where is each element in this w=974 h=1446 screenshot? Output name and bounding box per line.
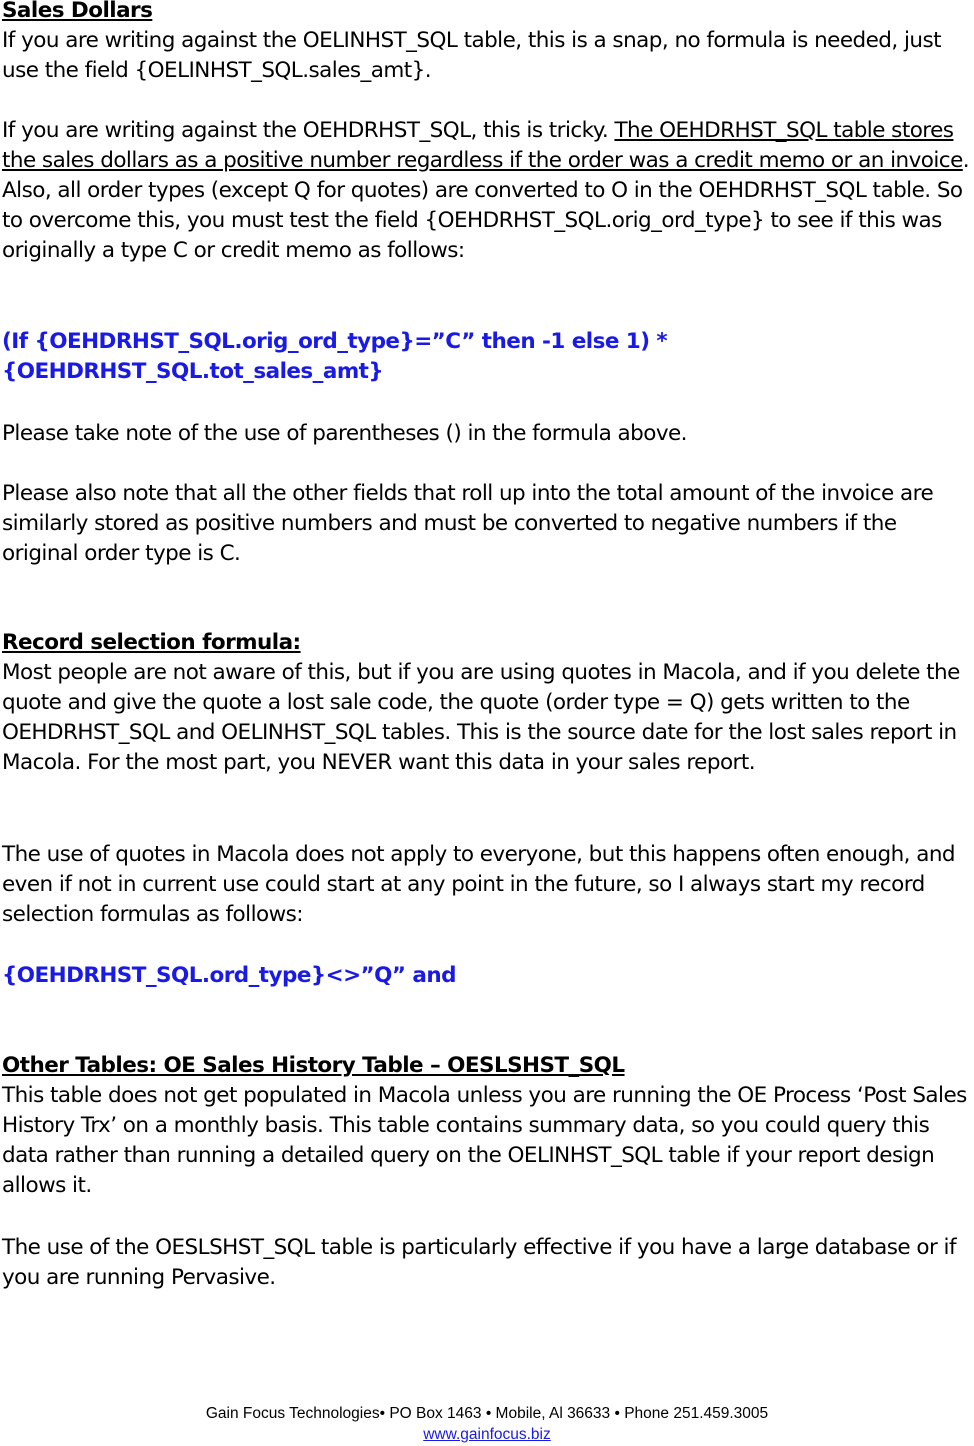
record-paragraph-1: Most people are not aware of this, but if you are using quotes in Macola, and if you delete the quote and give the quote a lost sale code, the quote (order type = Q) gets written to the OEHDRHST_SQL and OELINHST_SQL tables. This is the source date for the lost sales report in Macola. For the most part, you NEVER want this data in your sales report. — [2, 660, 960, 775]
record-paragraph-2: The use of quotes in Macola does not apply to everyone, but this happens often enough, and even if not in current use could start at any point in the future, so I always start my record selection formulas as follows: — [2, 842, 956, 927]
sales-paragraph-2-rest: . Also, all order types (except Q for quotes) are converted to O in the OEHDRHST_SQL table. So to overcome this, you must test the field {OEHDRHST_SQL.orig_ord_type} to see if this was originally a type C or credit memo as follows: — [2, 148, 970, 263]
sales-paragraph-2-underlined: The OEHDRHST_SQL table stores the sales dollars as a positive number regardless if the order was a credit memo or an invoice — [2, 118, 963, 173]
footer-address: Gain Focus Technologies• PO Box 1463 • Mobile, Al 36633 • Phone 251.459.3005 — [205, 1405, 769, 1422]
other-tables-heading: Other Tables: OE Sales History Table – OESLSHST_SQL — [2, 1053, 625, 1078]
footer-website-link[interactable]: www.gainfocus.biz — [423, 1426, 551, 1443]
sales-paragraph-2-lead: If you are writing against the OEHDRHST_SQL, this is tricky. — [2, 118, 615, 143]
sales-paragraph-3: Please take note of the use of parentheses () in the formula above. — [2, 421, 687, 446]
other-paragraph-1: This table does not get populated in Macola unless you are running the OE Process ‘Post Sales History Trx’ on a monthly basis. This table contains summary data, so you could query this data rather than running a detailed query on the OELINHST_SQL table if your report design allows it. — [2, 1083, 967, 1198]
record-selection-heading: Record selection formula: — [2, 630, 301, 655]
record-formula: {OEHDRHST_SQL.ord_type}<>”Q” and — [2, 963, 456, 988]
sales-dollars-heading: Sales Dollars — [2, 0, 153, 23]
sales-paragraph-4: Please also note that all the other fields that roll up into the total amount of the invoice are similarly stored as positive numbers and must be converted to negative numbers if the original order type is C. — [2, 481, 934, 566]
sales-formula: (If {OEHDRHST_SQL.orig_ord_type}=”C” then -1 else 1) * {OEHDRHST_SQL.tot_sales_amt} — [2, 329, 668, 384]
other-paragraph-2: The use of the OESLSHST_SQL table is particularly effective if you have a large database or if you are running Pervasive. — [2, 1235, 956, 1290]
footer-link-row — [0, 1425, 974, 1445]
sales-paragraph-1: If you are writing against the OELINHST_SQL table, this is a snap, no formula is needed, just use the field {OELINHST_SQL.sales_amt}. — [2, 28, 942, 83]
sales-paragraph-2 — [2, 116, 972, 266]
